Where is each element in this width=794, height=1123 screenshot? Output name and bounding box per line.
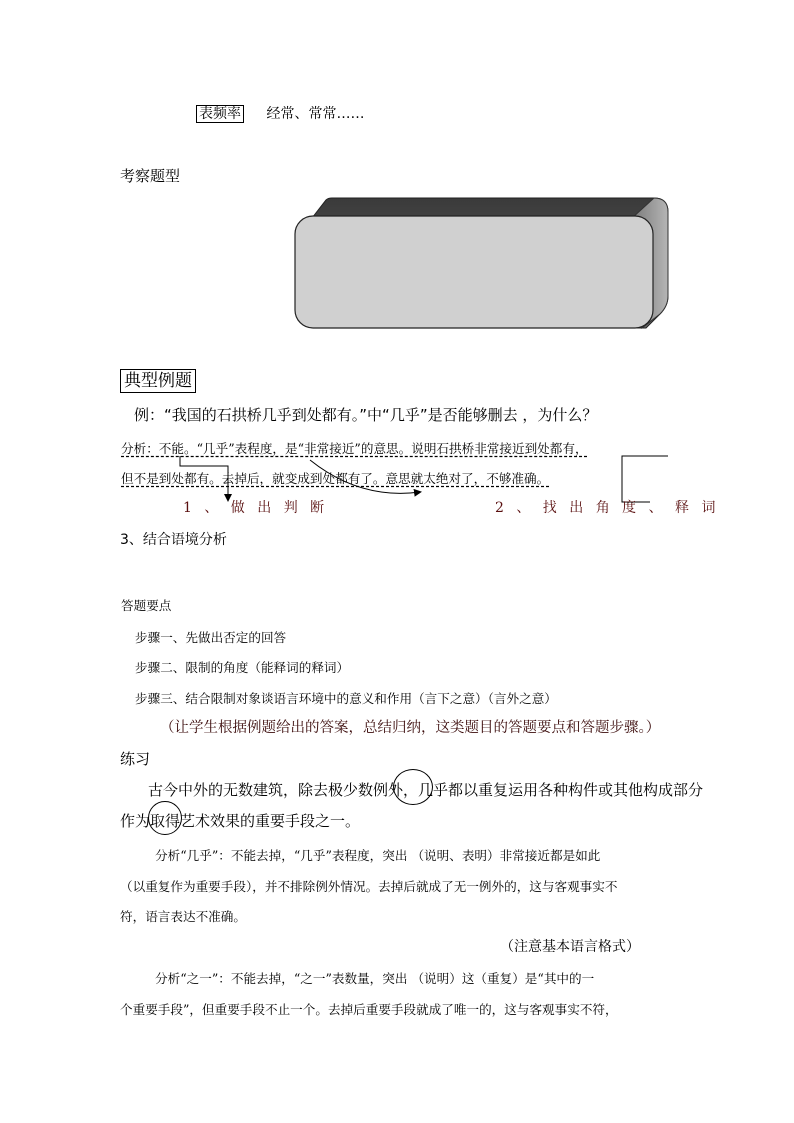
practice-analysis1-line2: （以重复作为重要手段），并不排除例外情况。去掉后就成了无一例外的，这与客观事实不 xyxy=(120,879,618,894)
practice-passage-line2: 作为取得艺术效果的重要手段之一。 xyxy=(120,812,361,830)
circle-mark-qu xyxy=(148,801,182,835)
example-step2: 2 、 找 出 角 度 、 释 词 xyxy=(495,500,720,516)
practice-title: 练习 xyxy=(120,750,151,768)
practice-analysis1-line1: 分析“几乎”：不能去掉，“几乎”表程度，突出 （说明、表明）非常接近都是如此 xyxy=(155,848,601,863)
example-question: 例：“我国的石拱桥几乎到处都有。”中“几乎”是否能够删去 ，为什么？ xyxy=(134,406,598,424)
practice-analysis1-line3: 符，语言表达不准确。 xyxy=(120,909,246,924)
answer-points-title: 答题要点 xyxy=(121,598,172,613)
example-step1: 1 、 做 出 判 断 xyxy=(183,500,329,516)
header-label-boxed: 表频率 xyxy=(196,105,244,123)
example-step3: 3、结合语境分析 xyxy=(120,532,227,548)
section-examples-label: 典型例题 xyxy=(120,369,196,393)
practice-passage-line1: 古今中外的无数建筑，除去极少数例外，几乎都以重复运用各种构件或其他构成部分 xyxy=(148,781,704,799)
section-exam-types: 考察题型 xyxy=(120,167,181,185)
practice-analysis2-line2: 个重要手段”，但重要手段不止一个。去掉后重要手段就成了唯一的，这与客观事实不符， xyxy=(120,1002,618,1017)
practice-format-note: （注意基本语言格式） xyxy=(500,939,640,955)
example-analysis-line2: 但不是到处都有。去掉后，就变成到处都有了。意思就太绝对了，不够准确。 xyxy=(121,471,550,486)
answer-note: （让学生根据例题给出的答案，总结归纳，这类题目的答题要点和答题步骤。） xyxy=(160,720,661,736)
answer-step-3: 步骤三、结合限制对象谈语言环境中的意义和作用（言下之意）（言外之意） xyxy=(135,691,557,706)
answer-step-1: 步骤一、先做出否定的回答 xyxy=(135,630,287,645)
circle-mark-jihu xyxy=(393,769,433,805)
header-label-rest: 经常、常常…… xyxy=(266,106,365,122)
example-analysis-line1: 分析：不能。“几乎”表程度，是“非常接近”的意思。说明石拱桥非常接近到处都有， xyxy=(121,441,588,456)
annotation-arrows xyxy=(0,0,794,560)
practice-analysis2-line1: 分析“之一”：不能去掉，“之一”表数量，突出 （说明）这（重复）是“其中的一 xyxy=(155,971,595,986)
answer-step-2: 步骤二、限制的角度（能释词的释词） xyxy=(135,660,350,675)
